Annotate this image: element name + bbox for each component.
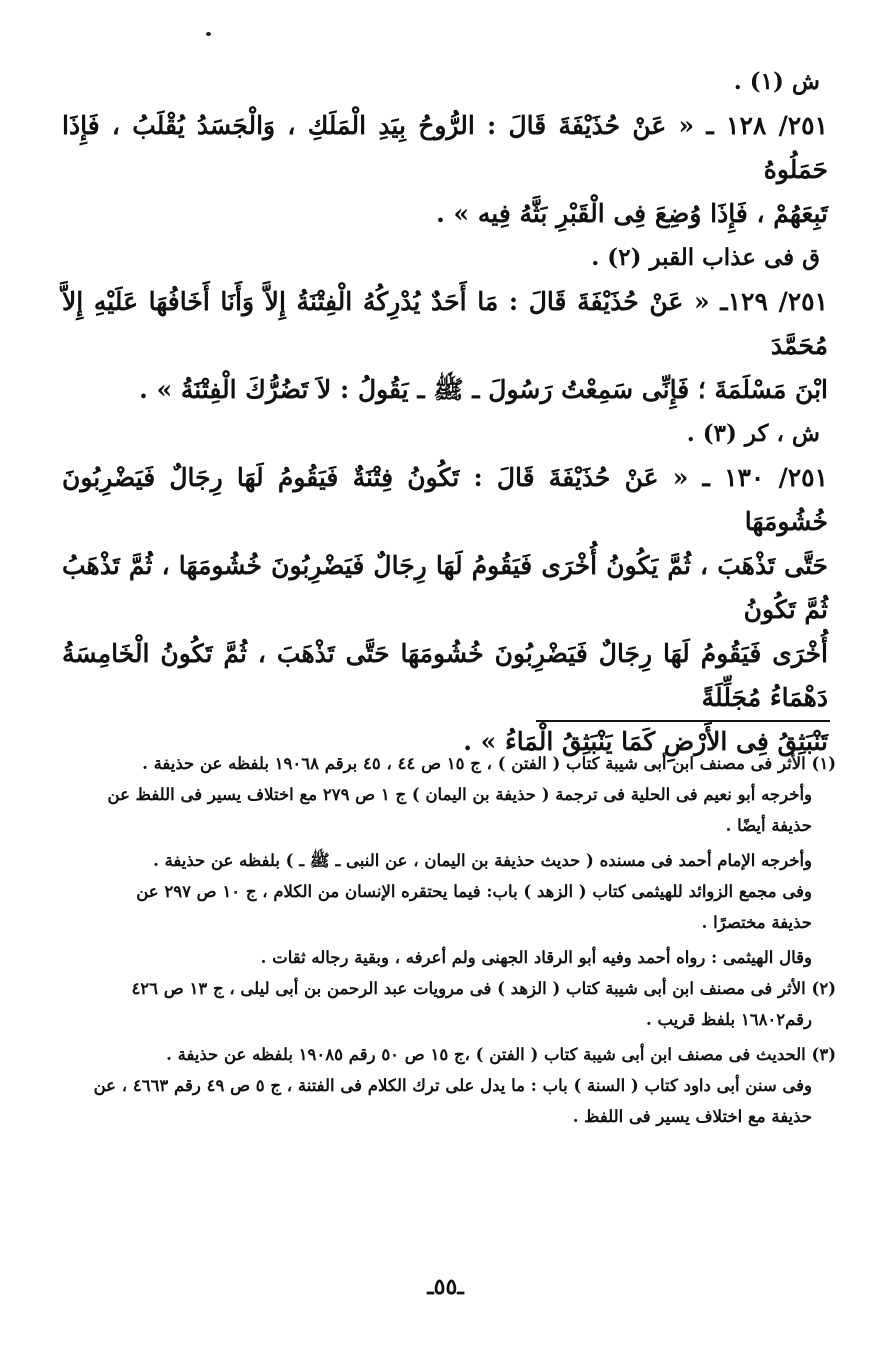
hadith-line: ٢٥١/ ١٢٩ـ « عَنْ حُذَيْفَةَ قَالَ : مَا أَحَدٌ يُدْرِكُهُ الْفِتْنَةُ إِلاَّ وَأَنَا أَخَافُهَا عَلَيْهِ إِلاَّ مُحَمَّدَ bbox=[62, 287, 828, 360]
hadith-line: تَبِعَهُمْ ، فَإِذَا وُضِعَ فِى الْقَبْرِ بَثَّهُ فِيه » . bbox=[436, 199, 828, 228]
footnote-line: (٢) الأثر فى مصنف ابن أبى شيبة كتاب ( الزهد ) فى مرويات عبد الرحمن بن أبى ليلى ، ج ١٣ ص ٤٢٦ bbox=[131, 979, 836, 998]
footnote-line: وقال الهيثمى : رواه أحمد وفيه أبو الرقاد الجهنى ولم أعرفه ، وبقية رجاله ثقات . bbox=[260, 948, 812, 967]
main-text bbox=[62, 60, 828, 764]
hadith-line: حَتَّى تَذْهَبَ ، ثُمَّ يَكُونُ أُخْرَى فَيَقُومُ لَهَا رِجَالٌ فَيَضْرِبُونَ خُشُومَهَا ، ثُمَّ تَذْهَبُ ثُمَّ تَكُونُ bbox=[62, 551, 828, 624]
footnote-line: (١) الأثر فى مصنف ابن أبى شيبة كتاب ( الفتن ) ، ج ١٥ ص ٤٤ ، ٤٥ برقم ١٩٠٦٨ بلفظه عن حذيفة . bbox=[142, 754, 836, 773]
footnote-line: حذيفة مختصرًا . bbox=[701, 913, 812, 932]
hadith-line: ٢٥١/ ١٢٨ ـ « عَنْ حُذَيْفَةَ قَالَ : الرُّوحُ بِيَدِ الْمَلَكِ ، وَالْجَسَدُ يُقْلَبُ ، فَإِذَا حَمَلُوهُ bbox=[62, 111, 828, 184]
hadith-source-line: ش (١) . bbox=[733, 68, 820, 95]
hadith-line: أُخْرَى فَيَقُومُ لَهَا رِجَالٌ فَيَضْرِبُونَ خُشُومَهَا حَتَّى تَذْهَبَ ، ثُمَّ تَكُونُ الْخَامِسَةُ دَهْمَاءُ مُجَلِّلَةً bbox=[62, 639, 828, 712]
footnote-line: وفى سنن أبى داود كتاب ( السنة ) باب : ما يدل على ترك الكلام فى الفتنة ، ج ٥ ص ٤٩ رقم ٤٦٦٣ ، عن bbox=[93, 1076, 812, 1095]
footnote-line: وأخرجه أبو نعيم فى الحلية فى ترجمة ( حذيفة بن اليمان ) ج ١ ص ٢٧٩ مع اختلاف يسير فى اللفظ عن bbox=[107, 785, 812, 804]
hadith-source-line: ق فى عذاب القبر (٢) . bbox=[591, 244, 820, 271]
hadith-line: ابْنَ مَسْلَمَةَ ؛ فَإِنِّى سَمِعْتُ رَسُولَ ـ ﷺ ـ يَقُولُ : لاَ تَضُرُّكَ الْفِتْنَةُ » . bbox=[139, 375, 828, 404]
footnote-line: وأخرجه الإمام أحمد فى مسنده ( حديث حذيفة بن اليمان ، عن النبى ـ ﷺ ـ ) بلفظه عن حذيفة . bbox=[153, 851, 812, 870]
footnote-line: (٣) الحديث فى مصنف ابن أبى شيبة كتاب ( الفتن ) ،ج ١٥ ص ٥٠ رقم ١٩٠٨٥ بلفظه عن حذيفة . bbox=[166, 1045, 836, 1064]
footnote-line: وفى مجمع الزوائد للهيثمى كتاب ( الزهد ) باب: فيما يحتقره الإنسان من الكلام ، ج ١٠ ص ٢٩٧ عن bbox=[136, 882, 812, 901]
print-speck bbox=[206, 32, 211, 36]
footnotes bbox=[62, 748, 836, 1132]
page-number: ـ٥٥ـ bbox=[427, 1274, 464, 1300]
hadith-source-line: ش ، كر (٣) . bbox=[686, 420, 820, 447]
footnote-line: حذيفة مع اختلاف يسير فى اللفظ . bbox=[572, 1107, 812, 1126]
hadith-line: ٢٥١/ ١٣٠ ـ « عَنْ حُذَيْفَةَ قَالَ : تَكُونُ فِتْنَةٌ فَيَقُومُ لَهَا رِجَالٌ فَيَضْرِبُونَ خُشُومَهَا bbox=[62, 463, 828, 536]
footnote-line: رقم١٦٨٠٢ بلفظ قريب . bbox=[646, 1010, 812, 1029]
footnote-separator bbox=[536, 720, 830, 722]
hadith-line: تَنْبَثِقُ فِى الأَرْضِ كَمَا يَنْبَثِقُ الْمَاءُ » . bbox=[463, 727, 828, 756]
footnote-line: حذيفة أيضًا . bbox=[725, 816, 812, 835]
